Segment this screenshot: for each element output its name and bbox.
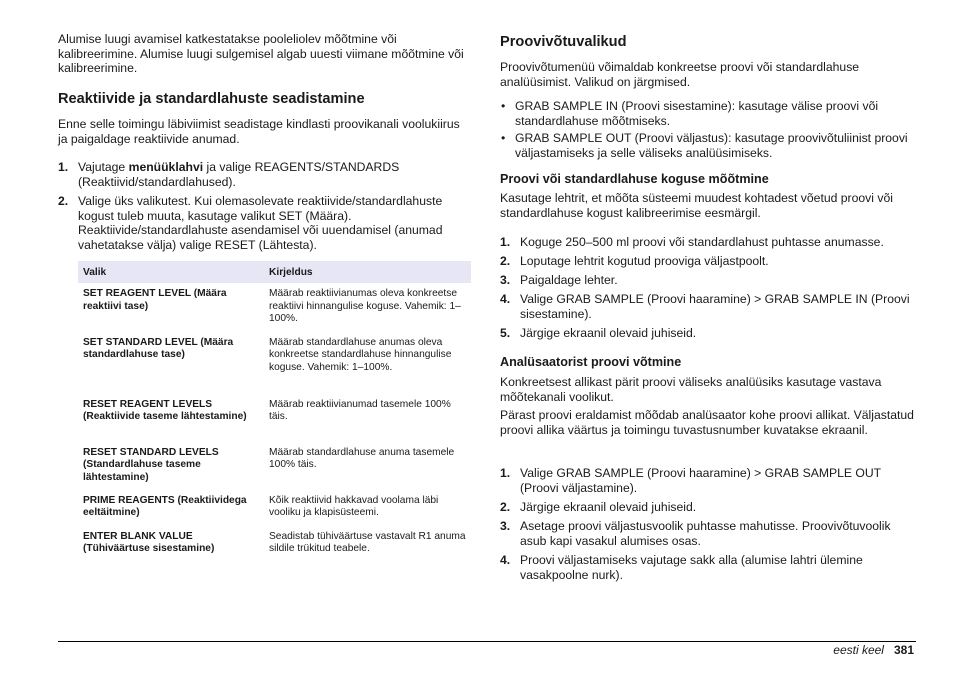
option-cell: RESET REAGENT LEVELS (Reaktiivide taseme lähtestamine) — [78, 393, 264, 441]
volume-paragraph: Kasutage lehtrit, et mõõta süsteemi muudest kohtadest võetud proovi või standardlahuse kogust kalibreerimise eesmärgil. — [500, 191, 893, 220]
section-heading-reagents: Reaktiivide ja standardlahuste seadistamine — [58, 91, 365, 107]
subheading-analyzer-sample: Analüsaatorist proovi võtmine — [500, 355, 682, 369]
table-row — [78, 441, 471, 489]
menu-key-label: menüüklahvi — [128, 160, 204, 174]
list-item: 1. Valige GRAB SAMPLE (Proovi haaramine) > GRAB SAMPLE OUT (Proovi väljastamine). — [500, 466, 881, 495]
list-item: • GRAB SAMPLE OUT (Proovi väljastus): kasutage proovivõtuliinist proovi väljastamiseks ja selle väliseks analüüsimiseks. — [501, 131, 908, 160]
description-cell: Seadistab tühiväärtuse vastavalt R1 anuma sildile trükitud teabele. — [264, 525, 471, 561]
table-row — [78, 283, 471, 331]
bullet-icon: • — [501, 99, 506, 113]
option-cell: SET REAGENT LEVEL (Määra reaktiivi tase) — [78, 283, 264, 331]
section-heading-sampling: Proovivõtuvalikud — [500, 34, 627, 50]
table-row — [78, 525, 471, 561]
option-cell: ENTER BLANK VALUE (Tühiväärtuse sisestamine) — [78, 525, 264, 561]
reagents-paragraph: Enne selle toimingu läbiviimist seadistage kindlasti proovikanali voolukiirus ja paigaldage reaktiivide anumad. — [58, 117, 460, 146]
list-item: 3. Asetage proovi väljastusvoolik puhtasse mahutisse. Proovivõtuvoolik asub kapi vasakul alumises osas. — [500, 519, 891, 548]
column-header: Valik — [78, 261, 264, 283]
page-footer — [833, 643, 914, 657]
subheading-volume: Proovi või standardlahuse koguse mõõtmine — [500, 172, 769, 186]
description-cell: Määrab reaktiivianumas oleva konkreetse reaktiivi hinnangulise koguse. Vahemik: 1–100%. — [264, 283, 471, 331]
list-item: 1. Vajutage menüüklahvi ja valige REAGENTS/STANDARDS (Reaktiivid/standardlahused). — [58, 160, 400, 189]
list-item: • GRAB SAMPLE IN (Proovi sisestamine): kasutage välise proovi või standardlahuse mõõtmiseks. — [501, 99, 879, 128]
sampling-intro: Proovivõtumenüü võimaldab konkreetse proovi või standardlahuse analüüsimist. Valikud on järgmised. — [500, 60, 860, 89]
list-item: 4. Proovi väljastamiseks vajutage sakk alla (alumise lahtri ülemine vasakpoolne nurk). — [500, 553, 863, 582]
list-item: 5. Järgige ekraanil olevaid juhiseid. — [500, 326, 697, 340]
table-header-row — [78, 261, 471, 283]
list-item: 3. Paigaldage lehter. — [500, 273, 618, 287]
description-cell: Määrab standardlahuse anuma tasemele 100% täis. — [264, 441, 471, 489]
list-item: 1. Koguge 250–500 ml proovi või standardlahust puhtasse anumasse. — [500, 235, 884, 249]
option-cell: PRIME REAGENTS (Reaktiividega eeltäitmine) — [78, 489, 264, 525]
list-item: 4. Valige GRAB SAMPLE (Proovi haaramine) > GRAB SAMPLE IN (Proovi sisestamine). — [500, 292, 910, 321]
intro-paragraph: Alumise luugi avamisel katkestatakse pooleliolev mõõtmine või kalibreerimine. Alumise luugi sulgemisel algab uuesti viimane mõõtmine või kalibreerimine. — [58, 32, 464, 76]
analyzer-paragraph-2: Pärast proovi eraldamist mõõdab analüsaator kohe proovi allikat. Väljastatud proovi allika väärtus ja toimingu tuvastusnumber kuvatakse ekraanil. — [500, 408, 914, 437]
option-cell: RESET STANDARD LEVELS (Standardlahuse taseme lähtestamine) — [78, 441, 264, 489]
page-number: 381 — [893, 643, 914, 657]
column-header: Kirjeldus — [264, 261, 471, 283]
bullet-icon: • — [501, 131, 506, 145]
list-item: 2. Loputage lehtrit kogutud prooviga väljastpoolt. — [500, 254, 769, 268]
description-cell: Kõik reaktiivid hakkavad voolama läbi vooliku ja klapisüsteemi. — [264, 489, 471, 525]
option-cell: SET STANDARD LEVEL (Määra standardlahuse tase) — [78, 331, 264, 393]
description-cell: Määrab reaktiivianumad tasemele 100% täis. — [264, 393, 471, 441]
footer-divider — [58, 641, 916, 642]
table-row — [78, 393, 471, 441]
analyzer-paragraph-1: Konkreetsest allikast pärit proovi väliseks analüüsiks kasutage vastava mõõtekanali voolikut. — [500, 375, 882, 404]
table-row — [78, 489, 471, 525]
description-cell: Määrab standardlahuse anumas oleva konkreetse standardlahuse hinnangulise koguse. Vahemik: 1–100%. — [264, 331, 471, 393]
options-table — [78, 261, 471, 562]
list-item: 2. Järgige ekraanil olevaid juhiseid. — [500, 500, 697, 514]
table-row — [78, 331, 471, 393]
list-item: 2. Valige üks valikutest. Kui olemasolevate reaktiivide/standardlahuste kogust tuleb muuta, kasutage valikut SET (Määra). Reaktiivide/standardlahuste asendamisel või uuendamisel (anumad vahetatakse välja) valige RESET (Lähtesta). — [58, 194, 443, 252]
footer-language: eesti keel — [833, 643, 884, 657]
